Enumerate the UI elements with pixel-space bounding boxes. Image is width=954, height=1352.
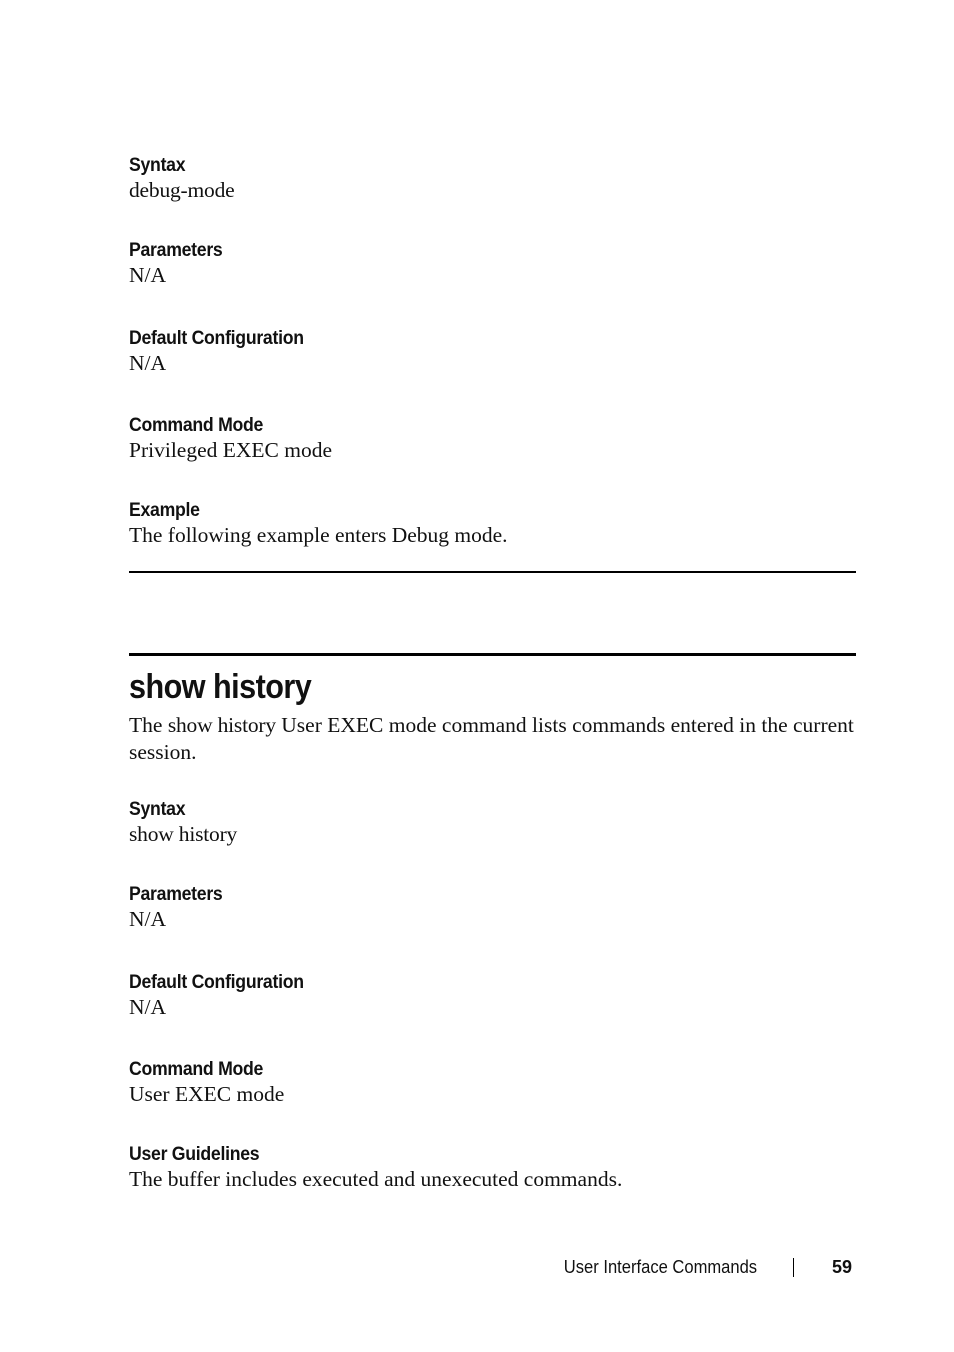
section-heading: Command Mode: [129, 415, 264, 436]
section-heading: Default Configuration: [129, 972, 304, 993]
section-heading: User Guidelines: [129, 1144, 260, 1165]
syntax-command: show history: [129, 822, 238, 846]
section-text: N/A: [129, 351, 167, 375]
example-section-debug-mode: [129, 500, 508, 549]
section-text: N/A: [129, 907, 167, 931]
page-number: 59: [831, 1257, 852, 1277]
syntax-command: debug-mode: [129, 178, 235, 202]
section-heading: Parameters: [129, 884, 223, 905]
section-heading: Default Configuration: [129, 328, 304, 349]
section-heading: Command Mode: [129, 1059, 264, 1080]
parameters-section-debug-mode: [129, 240, 230, 289]
document-page: [129, 0, 856, 1352]
command-mode-section-show-history: [129, 1059, 284, 1108]
description-prefix: The: [129, 713, 168, 737]
syntax-section-show-history: [129, 799, 237, 848]
section-text: The buffer includes executed and unexecuted commands.: [129, 1167, 623, 1191]
section-heading: Syntax: [129, 155, 186, 176]
section-text: The following example enters Debug mode.: [129, 523, 508, 547]
description-suffix: User EXEC mode command lists commands entered in the current session.: [129, 713, 854, 764]
syntax-section-debug-mode: [129, 155, 234, 204]
section-text: N/A: [129, 263, 167, 287]
section-text: User EXEC mode: [129, 1082, 285, 1106]
section-heading: Syntax: [129, 799, 186, 820]
command-mode-section-debug-mode: [129, 415, 332, 464]
footer-chapter-title: User Interface Commands: [563, 1257, 757, 1277]
section-text: N/A: [129, 995, 167, 1019]
section-heading: Example: [129, 500, 200, 521]
parameters-section-show-history: [129, 884, 230, 933]
default-configuration-section-debug-mode: [129, 328, 317, 377]
section-heading: Parameters: [129, 240, 223, 261]
title-rule: [129, 653, 856, 656]
section-end-rule: [129, 571, 856, 573]
command-description: [129, 712, 856, 766]
user-guidelines-section-show-history: [129, 1144, 622, 1193]
description-command: show history: [167, 713, 276, 737]
footer-separator: [793, 1258, 794, 1277]
page-footer: [547, 1256, 856, 1278]
command-title: show history: [129, 668, 312, 706]
section-text: Privileged EXEC mode: [129, 438, 333, 462]
default-configuration-section-show-history: [129, 972, 317, 1021]
